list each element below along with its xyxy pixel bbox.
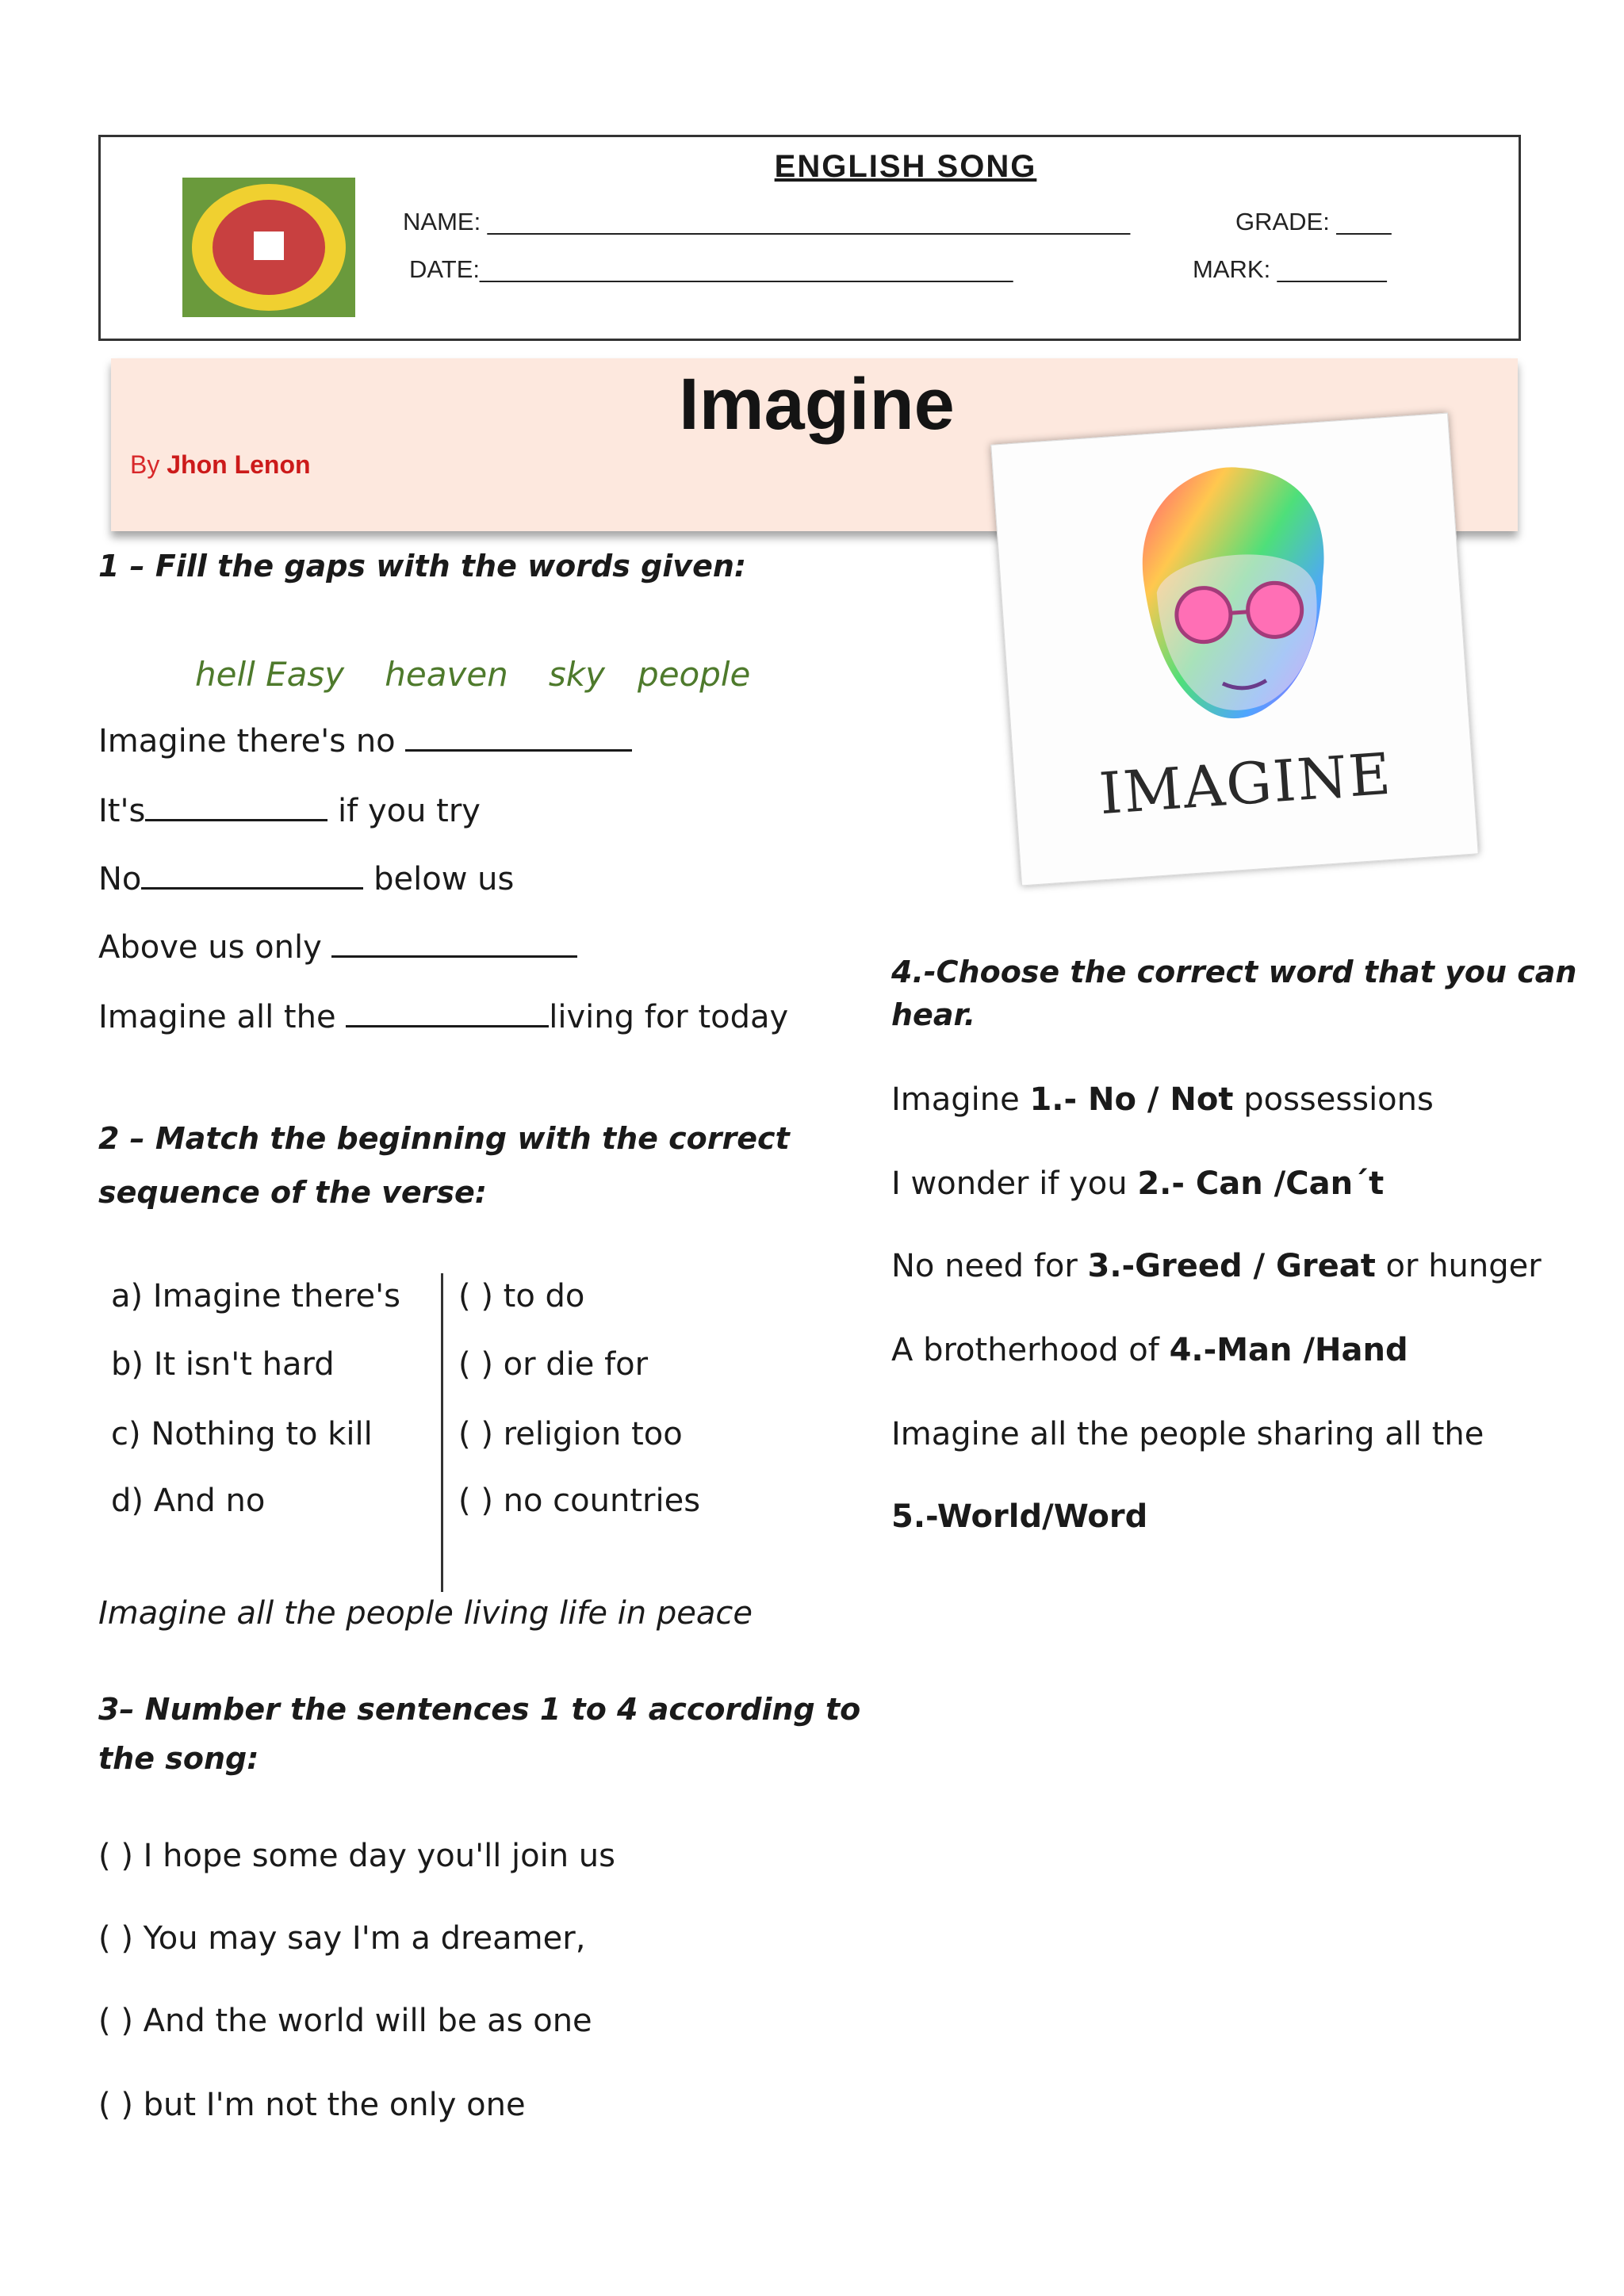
header-title: ENGLISH SONG [774,149,1037,184]
number-item[interactable]: ( ) And the world will be as one [98,2003,592,2039]
grade-field[interactable]: GRADE: ____ [1235,208,1392,235]
gap-blank[interactable] [145,795,327,821]
choice-options[interactable]: 2.- Can /Can´t [1137,1165,1385,1202]
choice-line-3 [891,1248,1542,1284]
mark-field[interactable]: MARK: ________ [1193,255,1387,283]
word-bank-item: hell Easy [195,655,345,694]
choice-text: Imagine [891,1081,1030,1118]
gap-line-1 [98,723,632,760]
section1-heading: 1 – Fill the gaps with the words given: [98,549,747,584]
logo-ring [192,184,346,311]
match-right-item[interactable]: ( ) or die for [458,1346,649,1383]
section4-heading-line2: hear. [891,997,976,1032]
choice-line-1 [891,1081,1434,1118]
choice-text: possessions [1233,1081,1434,1118]
section2-footer: Imagine all the people living life in peace [98,1595,753,1632]
house-icon [254,232,284,260]
number-item[interactable]: ( ) but I'm not the only one [98,2087,526,2123]
number-item[interactable]: ( ) You may say I'm a dreamer, [98,1920,586,1957]
gap-blank[interactable] [141,863,363,890]
gap-line-2 [98,793,481,829]
choice-text: No need for [891,1248,1088,1284]
choice-text: I wonder if you [891,1165,1138,1202]
gap-line-5 [98,999,788,1035]
gap-text: below us [363,861,515,897]
byline [130,450,311,480]
photo-card [990,413,1479,886]
photo-caption: IMAGINE [1097,740,1395,828]
match-right-item[interactable]: ( ) religion too [458,1416,683,1452]
section2-heading-line2: sequence of the verse: [98,1175,487,1210]
number-item[interactable]: ( ) I hope some day you'll join us [98,1838,615,1874]
match-right-item[interactable]: ( ) no countries [458,1483,701,1519]
match-divider [441,1273,443,1592]
choice-line-4 [891,1332,1408,1368]
name-field[interactable]: NAME: _______________________________________________ [403,208,1131,235]
choice-text: A brotherhood of [891,1332,1170,1368]
match-left-item: b) It isn't hard [111,1346,335,1383]
gap-text: if you try [327,793,481,829]
byline-prefix: By [130,450,160,479]
choice-line-6[interactable]: 5.-World/Word [891,1498,1148,1535]
gap-line-3 [98,861,514,897]
song-title: Imagine [679,364,955,445]
match-left-item: c) Nothing to kill [111,1416,373,1452]
gap-text: Imagine all the [98,999,336,1035]
gap-blank[interactable] [405,725,632,752]
word-bank-item: people [638,655,751,694]
gap-blank[interactable] [346,1001,549,1027]
logo-center [213,200,325,295]
gap-text: It's [98,793,146,829]
gap-text: Imagine there's no [98,723,396,760]
choice-options[interactable]: 4.-Man /Hand [1169,1332,1408,1368]
match-left-item: a) Imagine there's [111,1278,400,1314]
choice-line-2 [891,1165,1384,1202]
gap-blank[interactable] [331,932,577,958]
section3-heading-line2: the song: [98,1741,259,1776]
gap-line-4 [98,929,577,966]
gap-text: No [98,861,142,897]
section3-heading-line1: 3– Number the sentences 1 to 4 according to [98,1692,861,1727]
word-bank-item: sky [548,655,605,694]
author-name: Jhon Lenon [167,450,311,479]
choice-options[interactable]: 1.- No / Not [1029,1081,1234,1118]
choice-options[interactable]: 3.-Greed / Great [1087,1248,1376,1284]
word-bank-item: heaven [385,655,508,694]
match-left-item: d) And no [111,1483,266,1519]
gap-text: living for today [549,999,789,1035]
date-field[interactable]: DATE:_______________________________________ [409,255,1013,283]
section2-heading-line1: 2 – Match the beginning with the correct [98,1121,790,1156]
choice-text: or hunger [1375,1248,1542,1284]
gap-text: Above us only [98,929,322,966]
word-bank [195,655,750,694]
school-logo [182,178,355,317]
portrait-illustration [993,430,1470,778]
section4-heading-line1: 4.-Choose the correct word that you can [891,955,1577,989]
match-right-item[interactable]: ( ) to do [458,1278,585,1314]
choice-line-5: Imagine all the people sharing all the [891,1416,1484,1452]
